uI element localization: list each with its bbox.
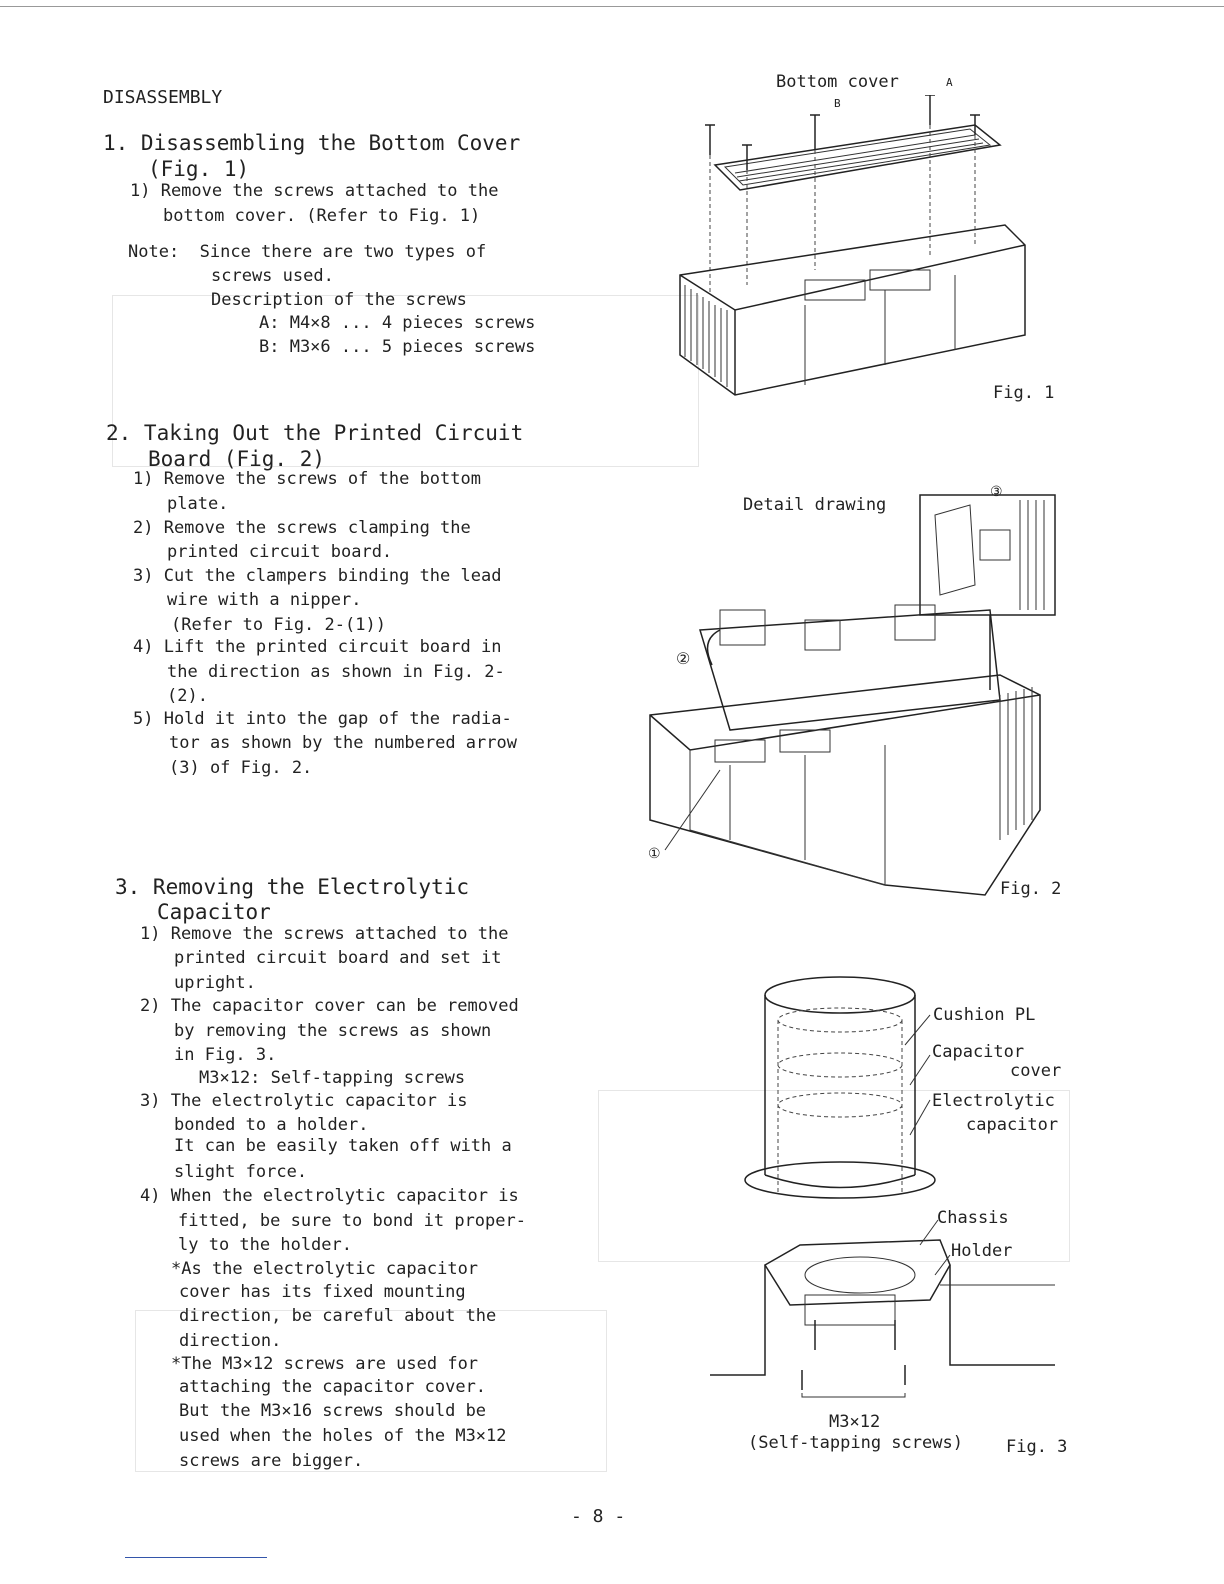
fig3-electrolytic-label-2: capacitor	[966, 1115, 1059, 1135]
s2-step5-cont: tor as shown by the numbered arrow	[169, 733, 517, 753]
s3-step2-screw: M3×12: Self-tapping screws	[199, 1068, 466, 1088]
s2-step5: 5) Hold it into the gap of the radia-	[133, 709, 512, 729]
s3-step4-cont2: ly to the holder.	[178, 1235, 352, 1255]
heatsink-fins	[1000, 687, 1032, 840]
fig3-chassis-label: Chassis	[937, 1208, 1009, 1228]
fig1-bottom-cover-label: Bottom cover	[776, 72, 899, 92]
s3-note1-cont: cover has its fixed mounting	[179, 1282, 466, 1302]
s3-note2-cont4: screws are bigger.	[179, 1451, 364, 1471]
section-1-title-line2: (Fig. 1)	[148, 157, 250, 181]
bottom-rule	[125, 1557, 267, 1558]
fig1-callout-b: B	[834, 97, 841, 110]
s2-step4: 4) Lift the printed circuit board in	[133, 637, 502, 657]
s2-step3-cont: wire with a nipper.	[167, 590, 362, 610]
s3-step1-cont2: upright.	[174, 973, 256, 993]
screw-icons	[705, 95, 980, 170]
fig3-electrolytic-label: Electrolytic	[932, 1091, 1055, 1111]
s3-step2: 2) The capacitor cover can be removed	[140, 996, 519, 1016]
lift-arrow	[708, 630, 721, 665]
fig2-label: Fig. 2	[1000, 879, 1062, 899]
s3-note1: *As the electrolytic capacitor	[171, 1259, 479, 1279]
s3-note2-cont3: used when the holes of the M3×12	[179, 1426, 507, 1446]
s3-step2-cont: by removing the screws as shown	[174, 1021, 492, 1041]
s3-step4: 4) When the electrolytic capacitor is	[140, 1186, 519, 1206]
capacitor-cover-top	[765, 977, 915, 1013]
section-2-title: 2. Taking Out the Printed Circuit	[106, 421, 524, 445]
s3-step1-cont: printed circuit board and set it	[174, 948, 502, 968]
s2-step4-cont: the direction as shown in Fig. 2-	[167, 662, 505, 682]
s3-step3-cont2: It can be easily taken off with a	[174, 1136, 512, 1156]
s3-step3-cont3: slight force.	[174, 1162, 308, 1182]
amplifier-chassis	[650, 675, 1040, 895]
fig3-cushion-label: Cushion PL	[933, 1005, 1036, 1025]
s1-note-cont: screws used.	[211, 266, 334, 286]
section-3-title: 3. Removing the Electrolytic	[115, 875, 470, 899]
bottom-cover-plate	[715, 125, 1000, 190]
s3-note1-cont2: direction, be careful about the	[179, 1306, 497, 1326]
screw-icons	[802, 1320, 905, 1390]
fig3-label: Fig. 3	[1006, 1437, 1068, 1457]
s2-step1: 1) Remove the screws of the bottom	[133, 469, 481, 489]
s2-step2-cont: printed circuit board.	[167, 542, 393, 562]
page-heading: DISASSEMBLY	[103, 87, 223, 108]
s1-note-screw-a: A: M4×8 ... 4 pieces screws	[259, 313, 536, 333]
fig3-cap-cover-label: Capacitor	[932, 1042, 1025, 1062]
s1-step1-cont: bottom cover. (Refer to Fig. 1)	[163, 206, 481, 226]
s3-note2-cont2: But the M3×16 screws should be	[179, 1401, 487, 1421]
s2-step3: 3) Cut the clampers binding the lead	[133, 566, 502, 586]
section-3-title-line2: Capacitor	[157, 900, 271, 924]
cushion-flange	[745, 1162, 935, 1198]
electrolytic-capacitor	[778, 1008, 902, 1195]
fig3-screw-label-2: (Self-tapping screws)	[748, 1433, 963, 1453]
fig2-callout-3: ③	[990, 484, 1003, 500]
s1-note-desc: Description of the screws	[211, 290, 467, 310]
s2-step4-cont2: (2).	[167, 686, 208, 706]
fig2-detail-label: Detail drawing	[743, 495, 887, 515]
fig3-holder-label: Holder	[951, 1241, 1013, 1261]
s3-note2: *The M3×12 screws are used for	[171, 1354, 479, 1374]
fig1-callout-a: A	[946, 76, 953, 89]
s3-step3: 3) The electrolytic capacitor is	[140, 1091, 468, 1111]
section-1-title: 1. Disassembling the Bottom Cover	[103, 131, 521, 155]
fig2-callout-1: ①	[648, 846, 661, 862]
s1-note: Note: Since there are two types of	[128, 242, 487, 262]
amplifier-chassis	[680, 225, 1025, 395]
fig2-pcb-drawing	[640, 490, 1060, 900]
s3-note2-cont: attaching the capacitor cover.	[179, 1377, 487, 1397]
page-number: - 8 -	[571, 1506, 626, 1527]
s1-step1: 1) Remove the screws attached to the	[130, 181, 499, 201]
fig3-capacitor-drawing	[710, 965, 1070, 1405]
s2-step3-ref: (Refer to Fig. 2-(1))	[171, 615, 386, 635]
s3-step3-cont: bonded to a holder.	[174, 1115, 369, 1135]
fig2-callout-2: ②	[676, 649, 691, 668]
fig3-cap-cover-label-2: cover	[1010, 1061, 1062, 1081]
section-2-title-line2: Board (Fig. 2)	[148, 447, 326, 471]
s3-step1: 1) Remove the screws attached to the	[140, 924, 509, 944]
printed-circuit-board	[700, 610, 1000, 730]
s3-note1-cont3: direction.	[179, 1331, 282, 1351]
s3-step2-cont2: in Fig. 3.	[174, 1045, 277, 1065]
fig1-label: Fig. 1	[993, 383, 1055, 403]
s2-step2: 2) Remove the screws clamping the	[133, 518, 471, 538]
fig3-screw-label: M3×12	[829, 1412, 881, 1432]
top-rule	[0, 6, 1224, 7]
fig1-bottom-cover-drawing	[675, 95, 1045, 425]
s1-note-screw-b: B: M3×6 ... 5 pieces screws	[259, 337, 536, 357]
s2-step1-cont: plate.	[167, 494, 229, 514]
s3-step4-cont: fitted, be sure to bond it proper-	[178, 1211, 526, 1231]
s2-step5-cont2: (3) of Fig. 2.	[169, 758, 313, 778]
